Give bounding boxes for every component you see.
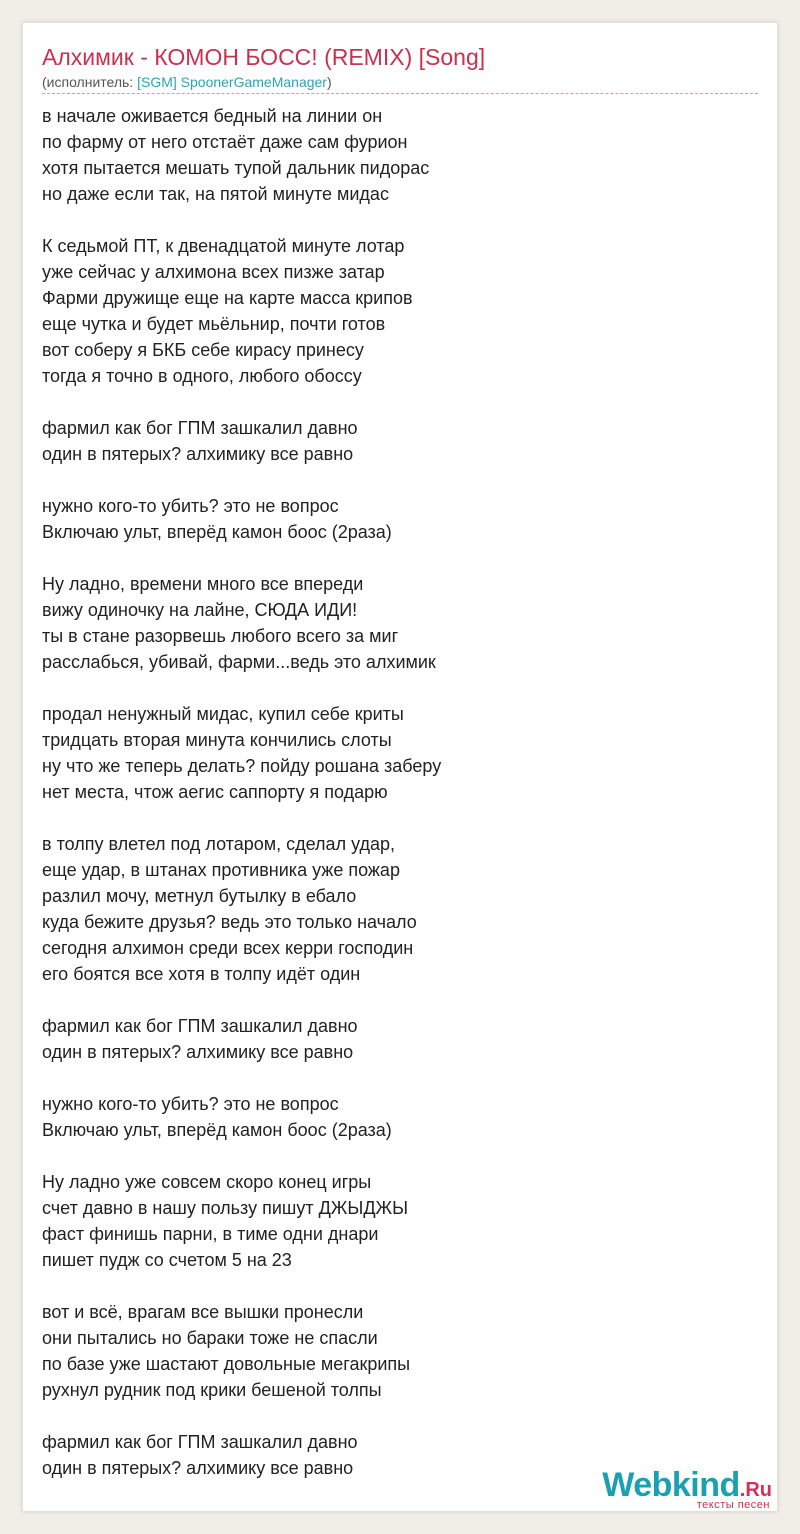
lyrics-line: вот соберу я БКБ себе кирасу принесу [42,340,364,360]
lyrics-line: в начале оживается бедный на линии он [42,106,383,126]
lyrics-line: счет давно в нашу пользу пишут ДЖЫДЖЫ [42,1198,409,1218]
lyrics-blank-line [42,1143,742,1169]
lyrics-line: Включаю ульт, вперёд камон боос (2раза) [42,522,392,542]
lyrics-line: тогда я точно в одного, любого обоссу [42,366,362,386]
lyrics-blank-line [42,467,742,493]
byline-suffix: ) [326,74,332,90]
lyrics-line: один в пятерых? алхимику все равно [42,1042,354,1062]
lyrics-line: Ну ладно уже совсем скоро конец игры [42,1172,372,1192]
lyrics-line: один в пятерых? алхимику все равно [42,1458,354,1478]
logo-domain: .Ru [739,1479,772,1501]
lyrics-line: Фарми дружище еще на карте масса крипов [42,288,413,308]
lyrics-block [42,103,742,1481]
logo-wordmark: Webkind [602,1466,740,1504]
lyrics-line: фармил как бог ГПМ зашкалил давно [42,418,358,438]
lyrics-line: куда бежите друзья? ведь это только начало [42,912,417,932]
lyrics-blank-line [42,675,742,701]
song-title: Алхимик - КОМОН БОСС! (REMIX) [Song] [42,44,486,70]
lyrics-line: по фарму от него отстаёт даже сам фурион [42,132,408,152]
lyrics-blank-line [42,1403,742,1429]
lyrics-line: еще чутка и будет мьёльнир, почти готов [42,314,386,334]
lyrics-line: тридцать вторая минута кончились слоты [42,730,392,750]
byline-prefix: (исполнитель: [42,74,138,90]
logo-tagline: тексты песен [696,1499,770,1511]
lyrics-line: его боятся все хотя в толпу идёт один [42,964,361,984]
lyrics-line: нужно кого-то убить? это не вопрос [42,1094,339,1114]
lyrics-line: рухнул рудник под крики бешеной толпы [42,1380,382,1400]
artist-link[interactable]: [SGM] SpoonerGameManager [137,74,327,90]
lyrics-blank-line [42,545,742,571]
lyrics-line: нужно кого-то убить? это не вопрос [42,496,339,516]
lyrics-blank-line [42,805,742,831]
lyrics-line: но даже если так, на пятой минуте мидас [42,184,389,204]
site-logo[interactable] [602,1466,772,1510]
lyrics-line: ты в стане разорвешь любого всего за миг [42,626,399,646]
lyrics-line: в толпу влетел под лотаром, сделал удар, [42,834,395,854]
lyrics-line: сегодня алхимон среди всех керри господин [42,938,414,958]
lyrics-blank-line [42,389,742,415]
lyrics-line: по базе уже шастают довольные мегакрипы [42,1354,411,1374]
lyrics-line: продал ненужный мидас, купил себе криты [42,704,404,724]
lyrics-line: расслабься, убивай, фарми...ведь это алхимик [42,652,436,672]
artist-byline [42,73,332,91]
lyrics-line: фармил как бог ГПМ зашкалил давно [42,1432,358,1452]
lyrics-blank-line [42,1065,742,1091]
lyrics-line: Включаю ульт, вперёд камон боос (2раза) [42,1120,392,1140]
lyrics-line: хотя пытается мешать тупой дальник пидорас [42,158,430,178]
lyrics-line: разлил мочу, метнул бутылку в ебало [42,886,357,906]
lyrics-line: нет места, чтож аегис саппорту я подарю [42,782,388,802]
lyrics-blank-line [42,207,742,233]
lyrics-line: К седьмой ПТ, к двенадцатой минуте лотар [42,236,405,256]
lyrics-line: пишет пудж со счетом 5 на 23 [42,1250,292,1270]
lyrics-line: уже сейчас у алхимона всех пизже затар [42,262,385,282]
lyrics-line: они пытались но бараки тоже не спасли [42,1328,378,1348]
lyrics-line: фармил как бог ГПМ зашкалил давно [42,1016,358,1036]
lyrics-line: ну что же теперь делать? пойду рошана заберу [42,756,442,776]
lyrics-line: вот и всё, врагам все вышки пронесли [42,1302,364,1322]
lyrics-line: один в пятерых? алхимику все равно [42,444,354,464]
lyrics-line: еще удар, в штанах противника уже пожар [42,860,400,880]
lyrics-blank-line [42,987,742,1013]
lyrics-line: вижу одиночку на лайне, СЮДА ИДИ! [42,600,358,620]
lyrics-line: Ну ладно, времени много все впереди [42,574,364,594]
dashed-divider [42,93,758,94]
lyrics-blank-line [42,1273,742,1299]
lyrics-line: фаст финишь парни, в тиме одни днари [42,1224,379,1244]
